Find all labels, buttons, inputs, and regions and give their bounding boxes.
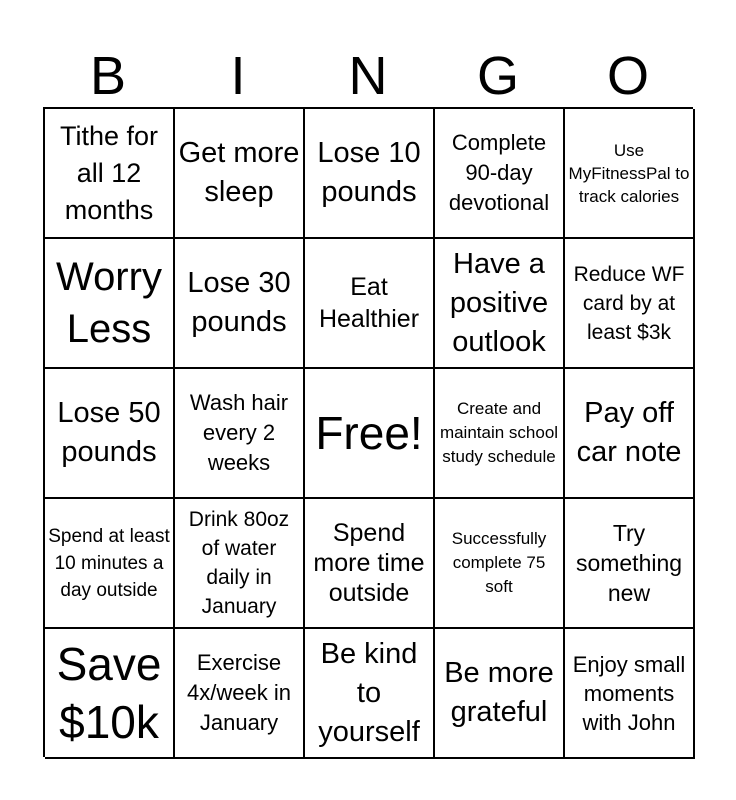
bingo-cell[interactable]: [435, 109, 565, 239]
bingo-cell[interactable]: [45, 499, 175, 629]
bingo-cell[interactable]: [45, 629, 175, 759]
cell-text: Try something new: [575, 520, 683, 606]
cell-text: Have a positive outlook: [449, 247, 549, 358]
header-letter-n: N: [348, 46, 388, 106]
cell-text: Spend more time outside: [313, 519, 425, 607]
cell-text: Exercise 4x/week in January: [187, 650, 291, 735]
cell-text: Eat Healthier: [318, 273, 420, 333]
bingo-cell[interactable]: [175, 369, 305, 499]
bingo-cell[interactable]: [565, 629, 695, 759]
bingo-header: [43, 44, 693, 108]
free-cell[interactable]: [305, 369, 435, 499]
cell-text: Enjoy small moments with John: [572, 651, 686, 735]
bingo-cell[interactable]: [435, 239, 565, 369]
bingo-cell[interactable]: [435, 499, 565, 629]
cell-text: Worry Less: [56, 255, 162, 351]
cell-text: Tithe for all 12 months: [59, 120, 159, 225]
cell-text: Be more grateful: [444, 657, 554, 728]
bingo-cell[interactable]: [565, 239, 695, 369]
bingo-cell[interactable]: [565, 369, 695, 499]
cell-text: Create and maintain school study schedule: [439, 399, 559, 466]
cell-text: Successfully complete 75 soft: [451, 529, 547, 596]
bingo-cell[interactable]: [565, 499, 695, 629]
header-letter-i: I: [230, 46, 246, 106]
bingo-grid: [43, 107, 693, 757]
cell-text: Lose 50 pounds: [57, 397, 161, 468]
cell-text: Save $10k: [56, 638, 162, 748]
header-letter-g: G: [476, 46, 519, 106]
bingo-cell[interactable]: [175, 109, 305, 239]
bingo-cell[interactable]: [435, 369, 565, 499]
cell-text: Lose 30 pounds: [187, 267, 291, 338]
cell-text: Spend at least 10 minutes a day outside: [48, 525, 170, 601]
bingo-cell[interactable]: [305, 629, 435, 759]
cell-text: Lose 10 pounds: [317, 137, 421, 208]
cell-text: Drink 80oz of water daily in January: [188, 508, 290, 618]
bingo-cell[interactable]: [45, 109, 175, 239]
header-letter-b: B: [89, 46, 127, 106]
bingo-cell[interactable]: [305, 239, 435, 369]
bingo-cell[interactable]: [565, 109, 695, 239]
cell-text: Be kind to yourself: [318, 637, 420, 748]
cell-text: Complete 90-day devotional: [448, 130, 550, 215]
cell-text: Reduce WF card by at least $3k: [573, 262, 685, 344]
bingo-cell[interactable]: [305, 109, 435, 239]
bingo-cell[interactable]: [45, 369, 175, 499]
cell-text: Get more sleep: [178, 137, 300, 208]
cell-text: Use MyFitnessPal to track calories: [568, 140, 690, 206]
bingo-cell[interactable]: [435, 629, 565, 759]
header-letter-o: O: [606, 46, 649, 106]
cell-text: Wash hair every 2 weeks: [189, 390, 289, 475]
bingo-cell[interactable]: [45, 239, 175, 369]
bingo-cell[interactable]: [305, 499, 435, 629]
bingo-cell[interactable]: [175, 629, 305, 759]
cell-text: Pay off car note: [576, 397, 682, 468]
bingo-cell[interactable]: [175, 239, 305, 369]
cell-text: Free!: [315, 407, 423, 459]
bingo-cell[interactable]: [175, 499, 305, 629]
